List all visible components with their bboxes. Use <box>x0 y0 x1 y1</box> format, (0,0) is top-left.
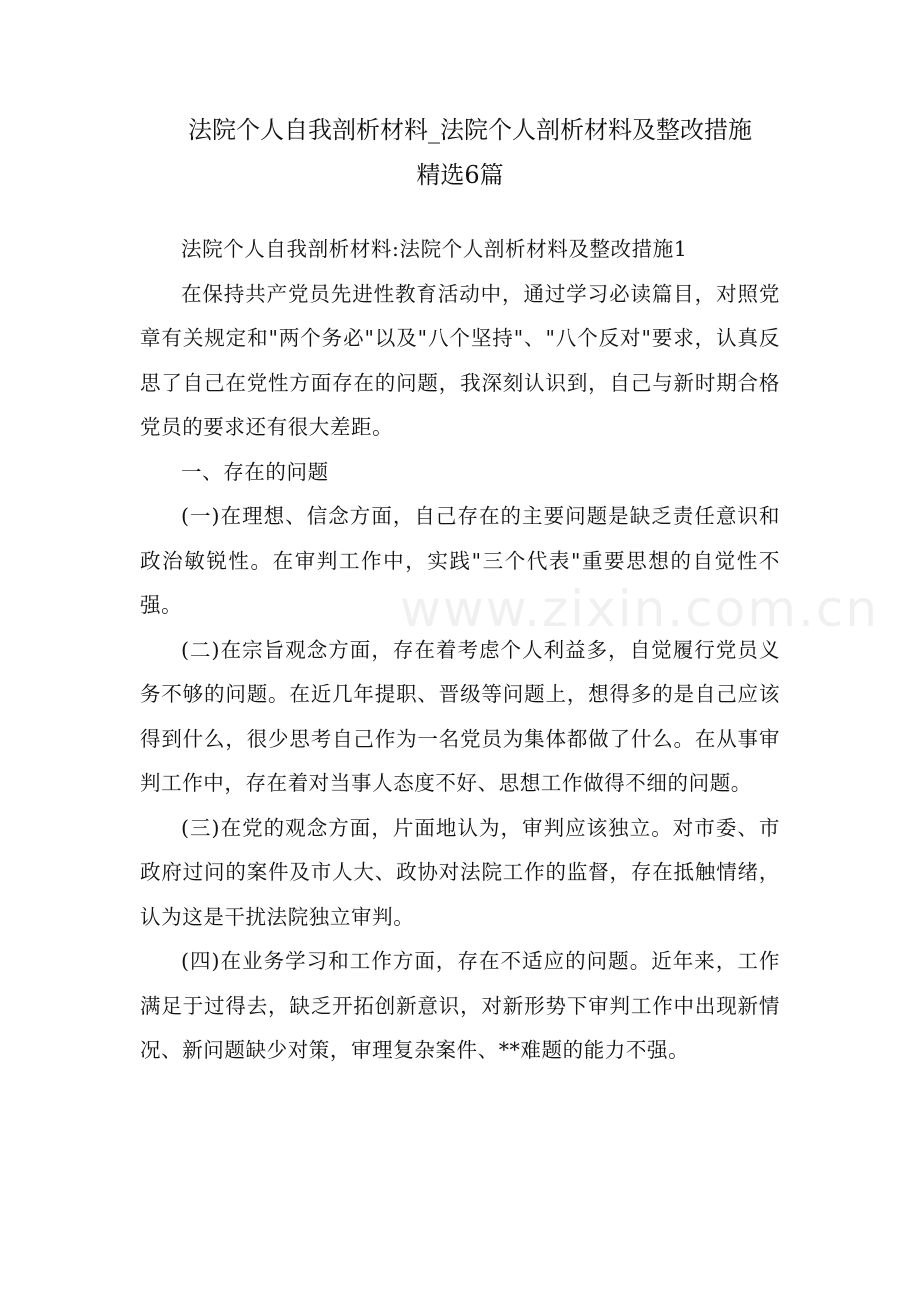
paragraph-intro: 在保持共产党员先进性教育活动中，通过学习必读篇目，对照党章有关规定和"两个务必"以及"八个坚持"、"八个反对"要求，认真反思了自己在党性方面存在的问题，我深刻认识到，自己与新时期合格党员的要求还有很大差距。 <box>140 281 780 439</box>
document-title-line-1: 法院个人自我剖析材料_法院个人剖析材料及整改措施 <box>188 116 752 144</box>
document-title-line-2: 精选6篇 <box>416 161 504 189</box>
paragraph-item-3: (三)在党的观念方面，片面地认为，审判应该独立。对市委、市政府过问的案件及市人大、政协对法院工作的监督，存在抵触情绪，认为这是干扰法院独立审判。 <box>140 815 780 929</box>
document-body <box>140 227 780 1073</box>
paragraph-item-4: (四)在业务学习和工作方面，存在不适应的问题。近年来，工作满足于过得去，缺乏开拓创新意识，对新形势下审判工作中出现新情况、新问题缺少对策，审理复杂案件、**难题的能力不强。 <box>140 949 780 1062</box>
subheading-problems: 一、存在的问题 <box>181 459 329 484</box>
paragraph-item-2: (二)在宗旨观念方面，存在着考虑个人利益多，自觉履行党员义务不够的问题。在近几年提职、晋级等问题上，想得多的是自己应该得到什么，很少思考自己作为一名党员为集体都做了什么。在从事审判工作中，存在着对当事人态度不好、思想工作做得不细的问题。 <box>140 637 780 795</box>
section-heading: 法院个人自我剖析材料:法院个人剖析材料及整改措施1 <box>181 237 688 261</box>
watermark: www.zixin.com.cn <box>400 580 880 638</box>
paragraph-item-1: (一)在理想、信念方面，自己存在的主要问题是缺乏责任意识和政治敏锐性。在审判工作中，实践"三个代表"重要思想的自觉性不强。 <box>140 504 780 617</box>
